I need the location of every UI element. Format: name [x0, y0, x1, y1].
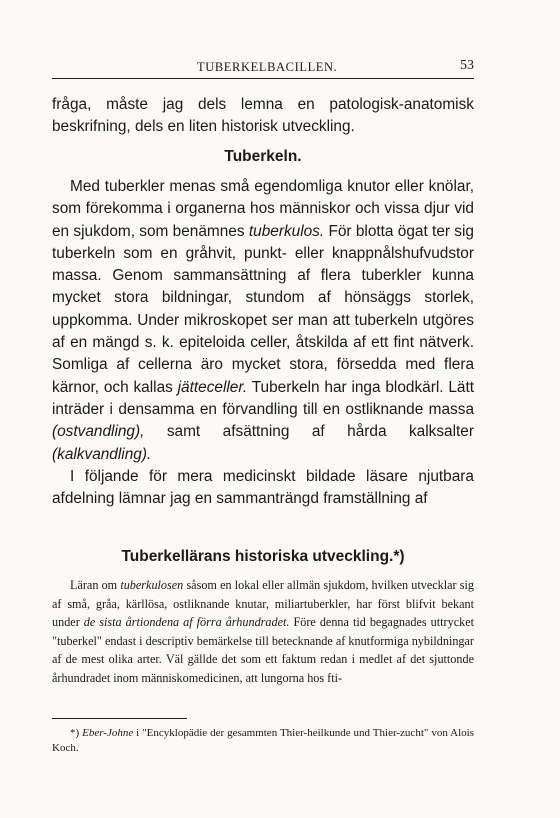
- history-text-c: Före denna tid begagnades uttrycket "tuberkel" endast i descriptiv bemärkelse till betecknande af knutformiga nybildningar af de mest olika arter. Väl gällde det som ett faktum redan i medlet af det sjuttonde århundradet inom människomedicinen, att lungorna hos fti-: [52, 615, 474, 685]
- footnote-text: [52, 726, 474, 756]
- section2-body: [52, 576, 474, 688]
- history-text-a: Läran om: [70, 578, 121, 592]
- running-title: TUBERKELBACILLEN.: [197, 60, 338, 74]
- section1-body: [52, 176, 474, 510]
- intro-text: fråga, måste jag dels lemna en patologisk-anatomisk beskrifning, dels en liten historisk utveckling.: [52, 96, 474, 136]
- section-heading-historia: Tuberkellärans historiska utveckling.*): [121, 548, 405, 565]
- footnote-mark: *): [70, 727, 83, 739]
- term-tuberkulos: tuberkulos.: [248, 222, 325, 240]
- section-heading-tuberkeln: Tuberkeln.: [224, 148, 302, 165]
- header-rule: [52, 78, 474, 79]
- running-header: [52, 58, 474, 80]
- history-text-b: såsom en lokal eller allmän sjukdom, hvilken utvecklar sig af små, gråa, kärllösa, ostliknande knutar, miliartuberkler, har först blifvit bekant under: [52, 578, 474, 630]
- page-number: 53: [460, 58, 474, 73]
- footnote-rule: [52, 718, 187, 719]
- p1-text-d: samt afsättning af hårda kalksalter: [144, 423, 474, 441]
- paragraph-1: [52, 176, 474, 466]
- p1-text-a: Med tuberkler menas små egendomliga knutor eller knölar, som förekomma i organerna hos människor och vissa djur vid en sjukdom, som benämnes: [52, 178, 474, 240]
- p1-text-b: För blotta ögat ter sig tuberkeln som en gråhvit, punkt- eller knappnålshufvudstor massa. Genom sammansättning af flera tuberkler kunna mycket stora bildningar, stundom af hönsäggs storlek, uppkomma. Under mikroskopet ser man att tuberkeln utgöres af en mängd s. k. epiteloida celler, åtskilda af ett fint nätverk. Somliga af cellerna äro mycket stora, försedda med flera kärnor, och kallas: [52, 222, 474, 396]
- term-kalkvandling: (kalkvandling).: [52, 445, 152, 463]
- footnote-source: i "Encyklopädie der gesammten Thier-heilkunde und Thier-zucht" von Alois Koch.: [52, 727, 474, 754]
- intro-paragraph: [52, 94, 474, 139]
- paragraph-2: I följande för mera medicinskt bildade läsare njutbara afdelning lämnar jag en sammanträngd framställning af: [52, 467, 474, 508]
- term-ostvandling: (ostvandling),: [52, 423, 145, 441]
- footnote-author: Eber-Johne: [82, 727, 134, 739]
- p1-text-c: Tuberkeln har inga blodkärl. Lätt inträder i densamma en förvandling till en ostliknande massa: [52, 378, 474, 418]
- history-paragraph: [52, 576, 474, 688]
- term-jatteceller: jätteceller.: [177, 378, 248, 396]
- footnote: [52, 726, 474, 756]
- history-period: de sista årtiondena af förra århundradet.: [83, 615, 290, 630]
- term-tuberkulosen: tuberkulosen: [120, 578, 184, 592]
